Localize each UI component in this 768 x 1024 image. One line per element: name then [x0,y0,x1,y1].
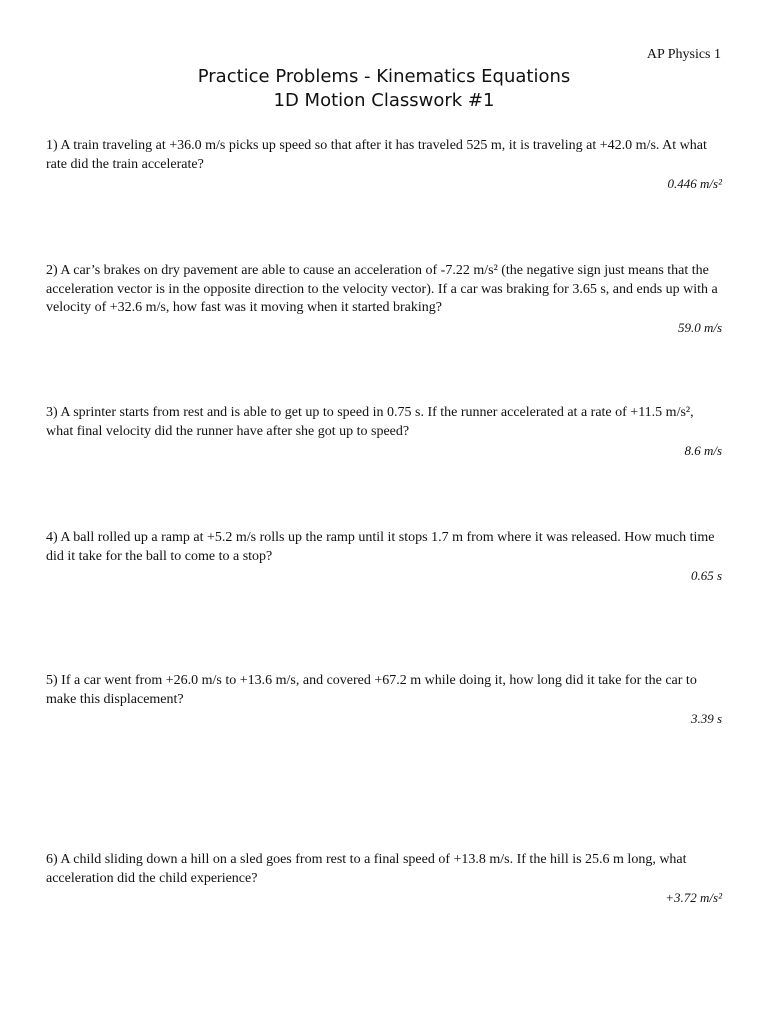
problem-4 [46,529,722,586]
problem-1-question: 1) A train traveling at +36.0 m/s picks up speed so that after it has traveled 525 m, it is traveling at +42.0 m/s. At what rate did the train accelerate? [46,138,707,172]
problem-6 [46,851,722,908]
problem-2-answer: 59.0 m/s [677,319,722,335]
page-title: Practice Problems - Kinematics Equations [197,66,571,87]
problem-4-question: 4) A ball rolled up a ramp at +5.2 m/s rolls up the ramp until it stops 1.7 m from where it was released. How much time did it take for the ball to come to a stop? [46,530,715,564]
problem-5-question: 5) If a car went from +26.0 m/s to +13.6 m/s, and covered +67.2 m while doing it, how long did it take for the car to make this displacement? [46,673,697,707]
problem-3-answer: 8.6 m/s [684,443,722,458]
problem-1-answer: 0.446 m/s² [667,176,722,191]
problem-6-question: 6) A child sliding down a hill on a sled goes from rest to a final speed of +13.8 m/s. If the hill is 25.6 m long, what acceleration did the child experience? [46,852,687,886]
problem-2-question: 2) A car’s brakes on dry pavement are able to cause an acceleration of -7.22 m/s² (the negative sign just means that the acceleration vector is in the opposite direction to the velocity vector). If a car was braking for 3.65 s, and ends up with a velocity of +32.6 m/s, how fast was it moving when it started braking? [46,263,718,315]
problem-5-answer: 3.39 s [690,711,722,726]
problem-4-answer: 0.65 s [690,568,722,583]
course-label: AP Physics 1 [646,47,721,62]
problem-3-question: 3) A sprinter starts from rest and is able to get up to speed in 0.75 s. If the runner accelerated at a rate of +11.5 m/s², what final velocity did the runner have after she got up to speed? [46,405,694,439]
problem-3 [46,404,722,461]
problem-1 [46,137,722,194]
problem-6-answer: +3.72 m/s² [665,890,722,905]
problem-5 [46,672,722,729]
problem-2 [46,262,722,337]
page-subtitle: 1D Motion Classwork #1 [273,90,495,111]
